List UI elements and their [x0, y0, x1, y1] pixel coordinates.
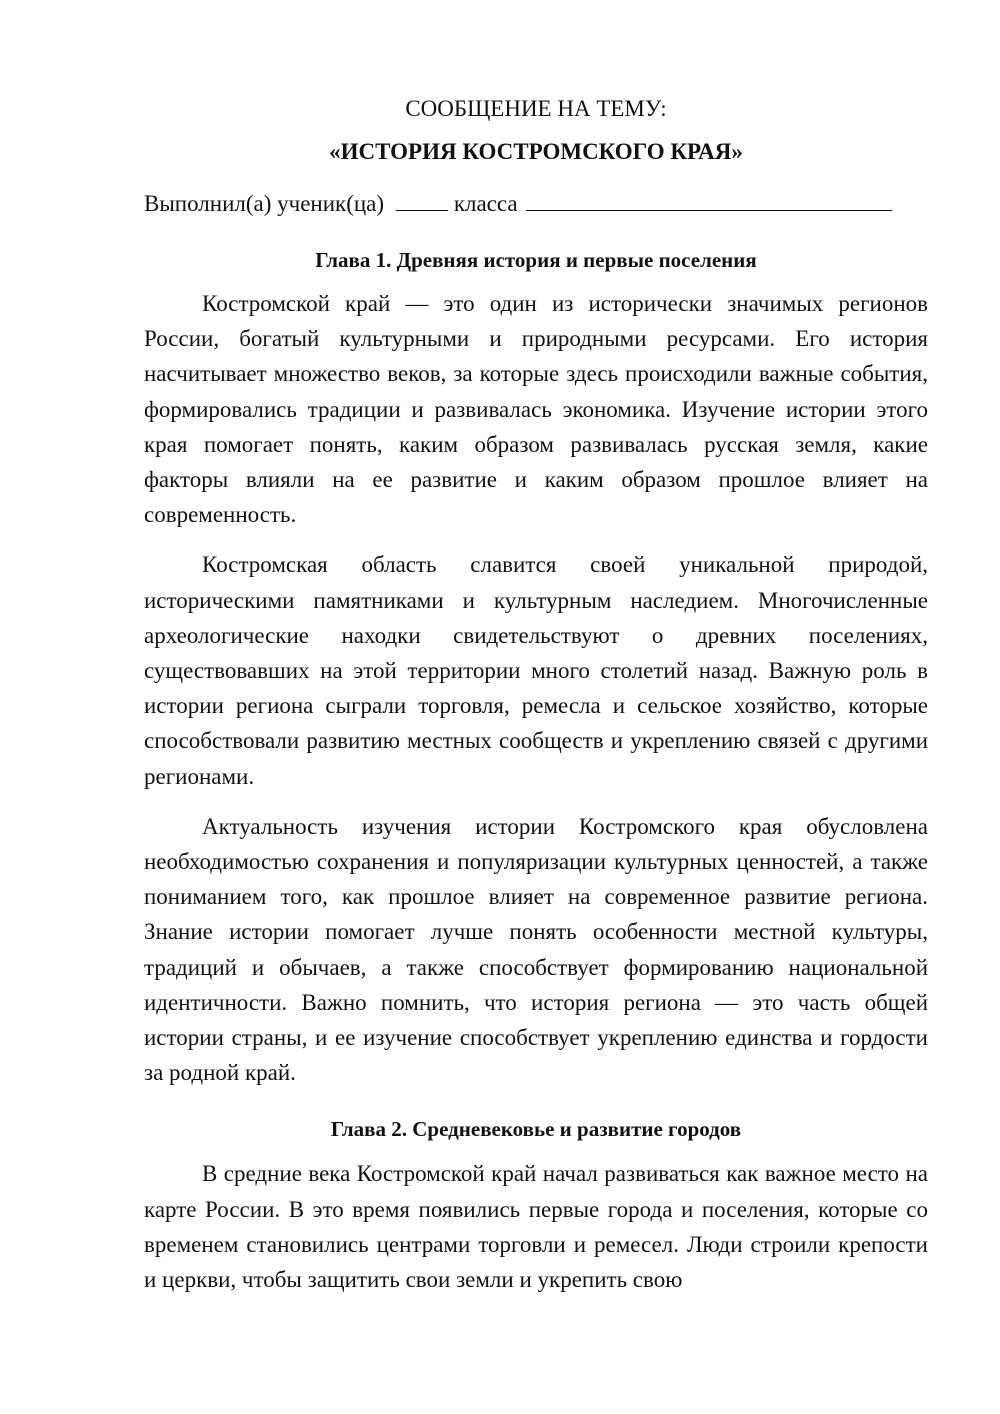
- performer-class-label: класса: [453, 191, 518, 216]
- document-title-line-1: СООБЩЕНИЕ НА ТЕМУ:: [405, 96, 667, 121]
- chapter-1-paragraph-1: Костромской край — это один из исторически значимых регионов России, богатый культурными и природными ресурсами. Его история насчитывает множество веков, за которые здесь происходили важные события, формировались традиции и развивалась экономика. Изучение истории этого края помогает понять, каким образом развивалась русская земля, какие факторы влияли на ее развитие и каким образом прошлое влияет на современность.: [144, 291, 928, 528]
- chapter-1-heading: Глава 1. Древняя история и первые поселения: [315, 248, 757, 272]
- chapter-2-paragraph-1: В средние века Костромской край начал развиваться как важное место на карте России. В это время появились первые города и поселения, которые со временем становились центрами торговли и ремесел. Люди строили крепости и церкви, чтобы защитить свои земли и укрепить свою: [144, 1161, 928, 1293]
- performer-student-label: Выполнил(а) ученик(ца): [144, 191, 385, 216]
- chapter-1-paragraph-3: Актуальность изучения истории Костромского края обусловлена необходимостью сохранения и популяризации культурных ценностей, а также пониманием того, как прошлое влияет на современное развитие региона. Знание истории помогает лучше понять особенности местной культуры, традиций и обычаев, а также способствует формированию национальной идентичности. Важно помнить, что история региона — это часть общей истории страны, и ее изучение способствует укреплению единства и гордости за родной край.: [144, 813, 928, 1086]
- performer-line: [144, 188, 928, 219]
- class-number-blank: [396, 188, 448, 211]
- chapter-1-paragraph-2: Костромская область славится своей уникальной природой, историческими памятниками и культурным наследием. Многочисленные археологические находки свидетельствуют о древних поселениях, существовавших на этой территории много столетий назад. Важную роль в истории региона сыграли торговля, ремесла и сельское хозяйство, которые способствовали развитию местных сообществ и укреплению связей с другими регионами.: [144, 552, 928, 789]
- document-title-line-2: «ИСТОРИЯ КОСТРОМСКОГО КРАЯ»: [329, 139, 743, 164]
- chapter-2-heading: Глава 2. Средневековье и развитие городов: [330, 1117, 742, 1142]
- student-name-blank: [526, 188, 892, 211]
